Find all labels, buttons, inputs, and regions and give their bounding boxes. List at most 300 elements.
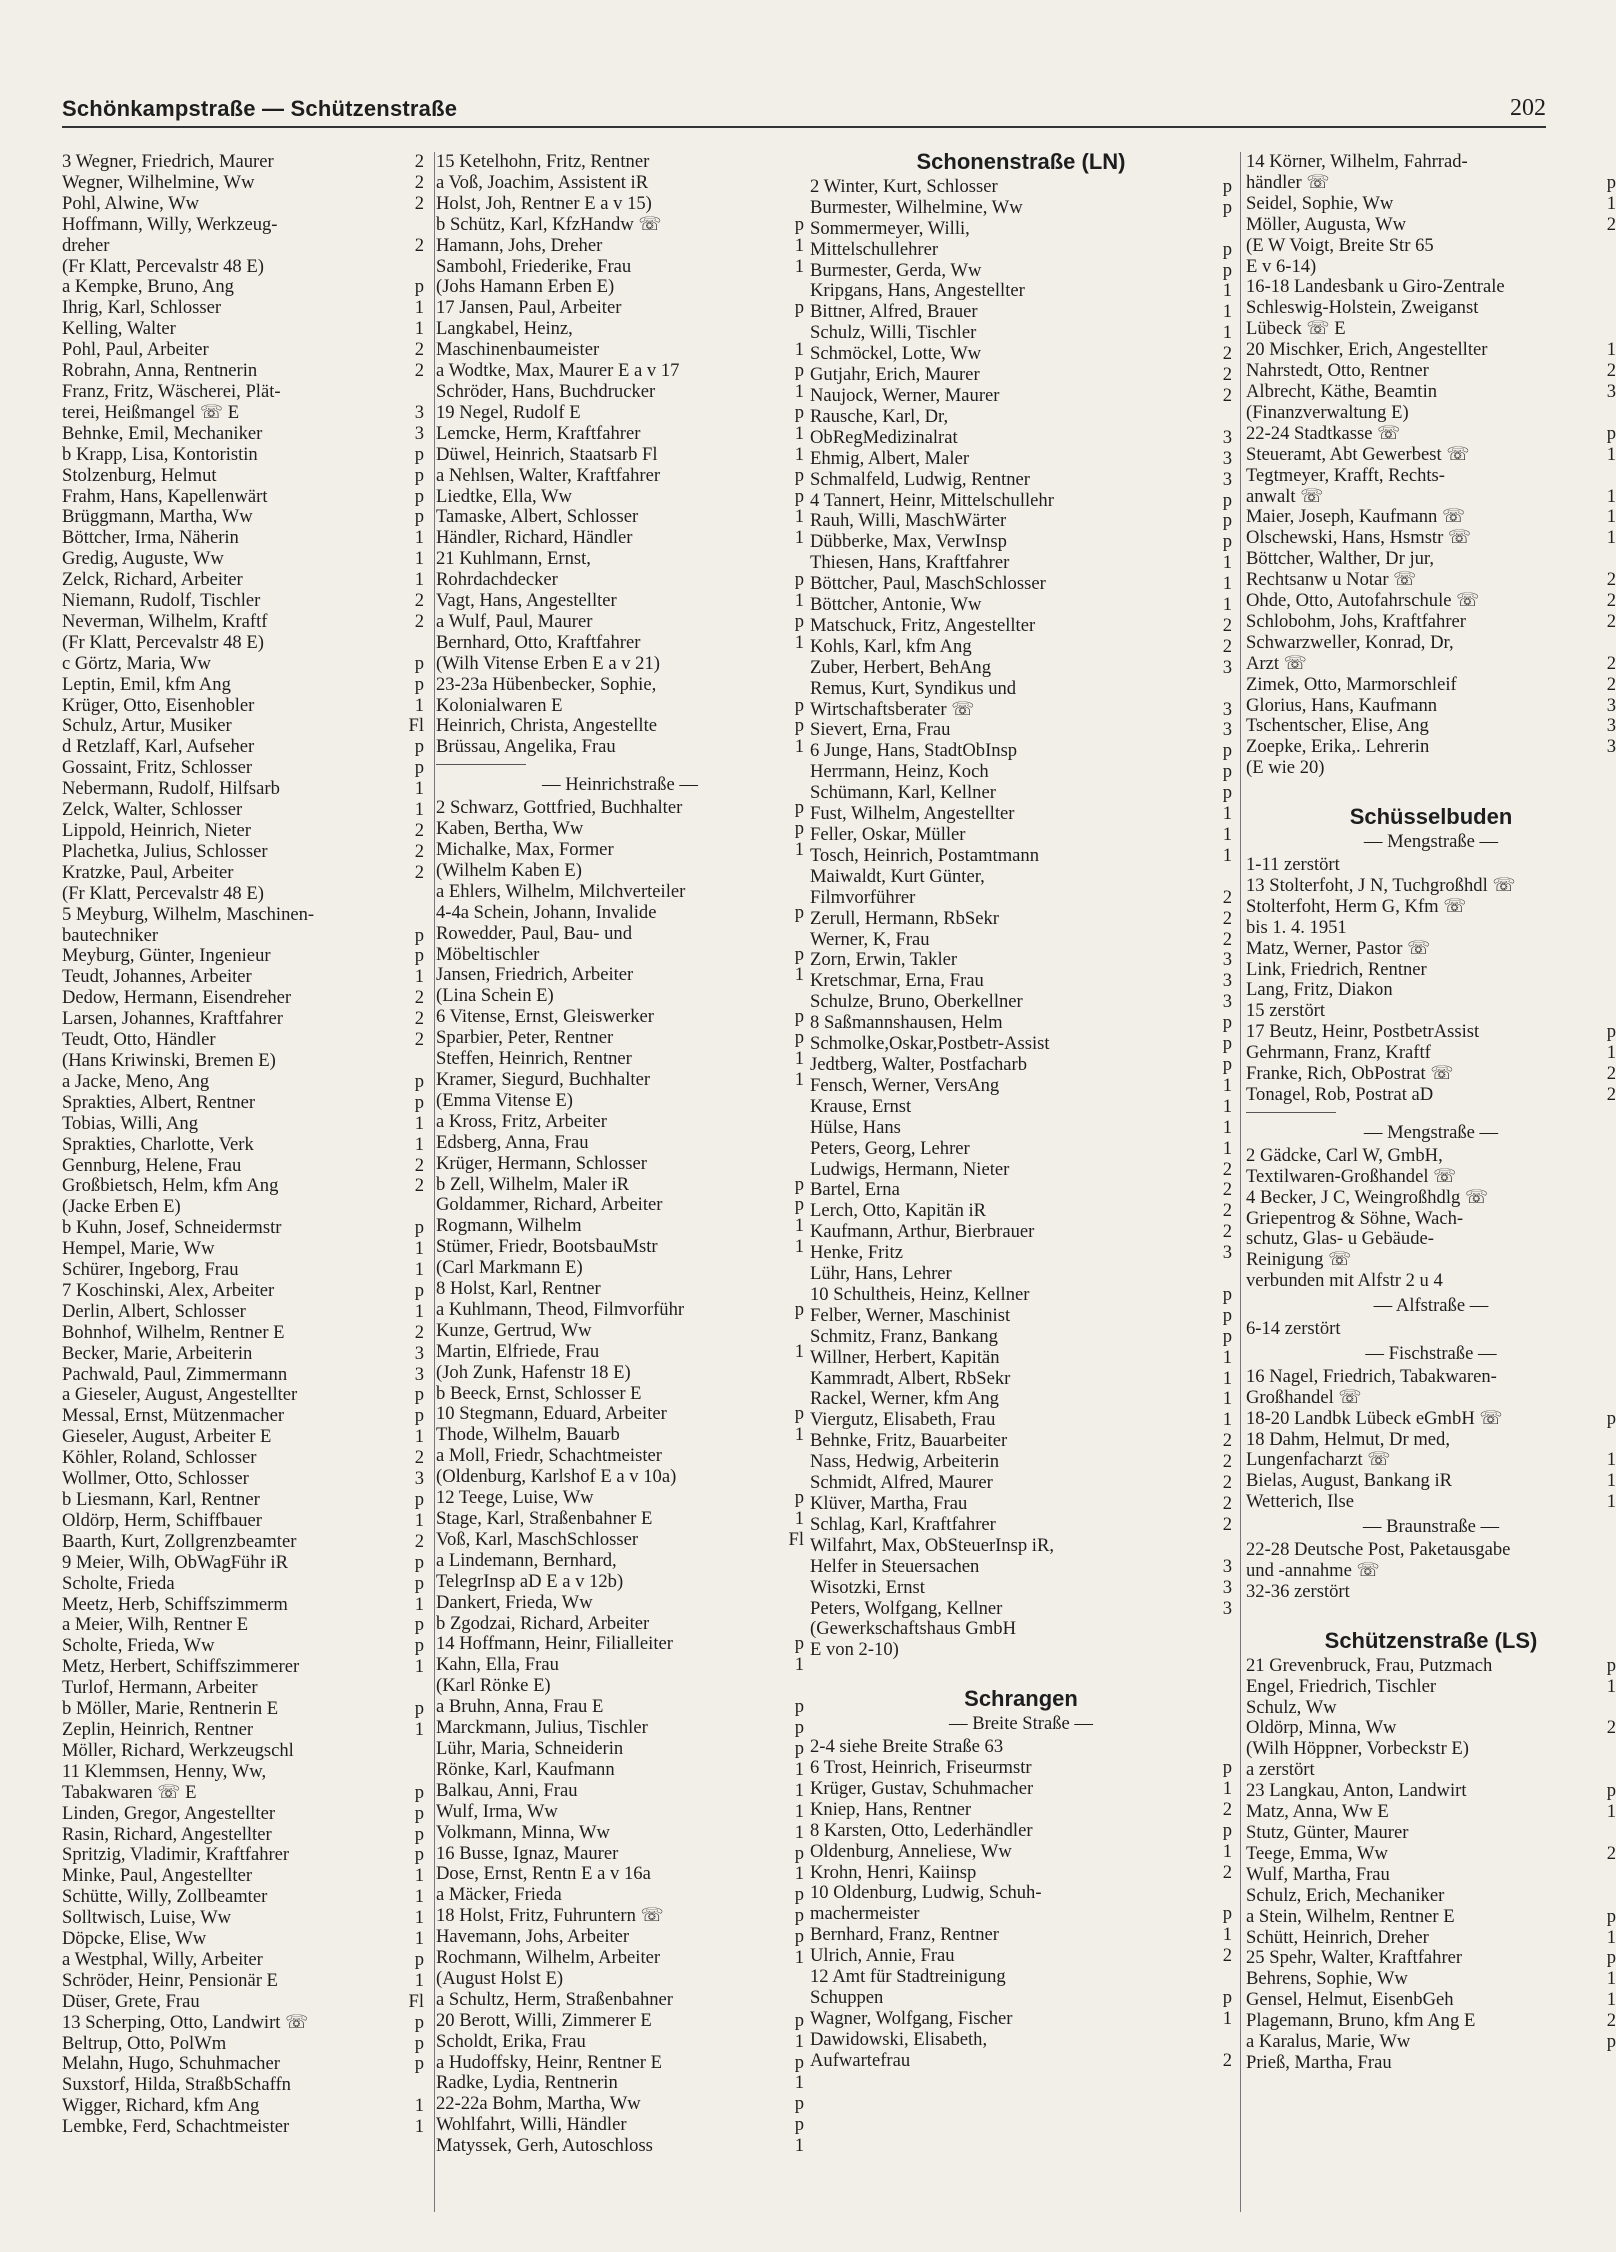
entry-text: Volkmann, Minna, Ww (436, 1821, 610, 1843)
entry-text: Wagner, Wolfgang, Fischer (810, 2007, 1013, 2029)
directory-entry (62, 1469, 424, 1490)
entry-floor: 2 (1222, 1451, 1232, 1473)
directory-entry (62, 2096, 424, 2117)
entry-floor: 2 (414, 1321, 424, 1343)
entry-text: Kniep, Hans, Rentner (810, 1798, 972, 1820)
entry-text: 4 Tannert, Heinr, Mittelschullehr (810, 489, 1054, 511)
entry-floor: p (794, 1298, 804, 1320)
directory-entry (62, 1009, 424, 1030)
entry-text: Prieß, Martha, Frau (1246, 2051, 1392, 2073)
entry-text: Böttcher, Walther, Dr jur, (1246, 548, 1435, 570)
directory-entry (810, 700, 1232, 721)
directory-entry (1246, 528, 1616, 549)
entry-text: (Carl Markmann E) (436, 1257, 583, 1279)
entry-text: Rauh, Willi, MaschWärter (810, 510, 1007, 532)
entry-text: Zerull, Hermann, RbSekr (810, 907, 999, 929)
entry-text: machermeister (810, 1903, 920, 1925)
entry-text: E v 6-14) (1246, 255, 1317, 277)
entry-text: Balkau, Anni, Frau (436, 1779, 578, 1801)
directory-entry (1246, 403, 1616, 424)
directory-entry (62, 946, 424, 967)
directory-entry (1246, 152, 1616, 173)
directory-entry (436, 1844, 804, 1865)
directory-entry (436, 1927, 804, 1948)
entry-floor (1598, 549, 1616, 570)
directory-entry (436, 528, 804, 549)
entry-text: Behnke, Emil, Mechaniker (62, 422, 263, 444)
entry-floor (786, 1112, 804, 1133)
directory-entry (62, 1072, 424, 1093)
entry-floor: p (414, 464, 424, 486)
directory-entry (1246, 1990, 1616, 2011)
entry-floor: 1 (1606, 1801, 1616, 1823)
entry-floor: p (414, 1070, 424, 1092)
entry-floor: 1 (794, 1424, 804, 1446)
entry-text: 5 Meyburg, Wilhelm, Maschinen- (62, 903, 315, 925)
directory-entry (436, 1425, 804, 1446)
entry-floor (1598, 257, 1616, 278)
directory-entry (810, 1431, 1232, 1452)
entry-floor (786, 1133, 804, 1154)
directory-entry (1246, 633, 1616, 654)
directory-entry (1246, 758, 1616, 779)
entry-floor (1598, 897, 1616, 918)
directory-entry (1246, 466, 1616, 487)
entry-floor (786, 1551, 804, 1572)
entry-floor (1598, 152, 1616, 173)
entry-floor: p (794, 2093, 804, 2115)
directory-entry (1246, 340, 1616, 361)
entry-floor (1598, 1698, 1616, 1719)
entry-text: Bittner, Alfred, Brauer (810, 301, 978, 323)
directory-entry (436, 2115, 804, 2136)
entry-floor: 1 (414, 1112, 424, 1134)
entry-floor (1598, 1561, 1616, 1582)
directory-entry (436, 1969, 804, 1990)
directory-entry (436, 298, 804, 319)
entry-floor: 3 (1606, 715, 1616, 737)
directory-entry (810, 741, 1232, 762)
directory-entry (62, 654, 424, 675)
entry-text: Möbeltischler (436, 943, 540, 965)
entry-text: Schröder, Hans, Buchdrucker (436, 380, 656, 402)
directory-entry (1246, 424, 1616, 445)
entry-floor: 1 (414, 1865, 424, 1887)
directory-entry (1246, 939, 1616, 960)
directory-entry (810, 344, 1232, 365)
directory-entry (62, 1825, 424, 1846)
entry-floor: 1 (794, 1800, 804, 1822)
entry-floor (1598, 1823, 1616, 1844)
entry-floor (786, 675, 804, 696)
directory-entry (810, 762, 1232, 783)
entry-floor: p (1222, 1903, 1232, 1925)
entry-floor: 1 (1222, 594, 1232, 616)
entry-text: Lungenfacharzt ☏ (1246, 1449, 1391, 1471)
entry-floor: 1 (1222, 573, 1232, 595)
entry-floor (786, 1258, 804, 1279)
entry-text: Tonagel, Rob, Postrat aD (1246, 1083, 1434, 1105)
directory-entry (810, 2051, 1232, 2072)
directory-entry (1246, 549, 1616, 570)
directory-entry (1246, 1760, 1616, 1781)
directory-entry (436, 2073, 804, 2094)
entry-text: Rochmann, Wilhelm, Arbeiter (436, 1947, 661, 1969)
entry-text: a Voß, Joachim, Assistent iR (436, 171, 649, 193)
entry-floor: 2 (1222, 1798, 1232, 1820)
entry-text: Jedtberg, Walter, Postfacharb (810, 1053, 1028, 1075)
directory-entry (810, 365, 1232, 386)
directory-entry (436, 903, 804, 924)
entry-text: Meyburg, Günter, Ingenieur (62, 945, 271, 967)
entry-floor: 1 (1606, 1926, 1616, 1948)
entry-floor: 2 (414, 840, 424, 862)
entry-text: dreher (62, 234, 110, 256)
entry-text: (Wilh Vitense Erben E a v 21) (436, 652, 660, 674)
entry-floor: 1 (1222, 1137, 1232, 1159)
directory-entry (1246, 1948, 1616, 1969)
entry-text: Schlag, Karl, Kraftfahrer (810, 1513, 996, 1535)
directory-entry (436, 152, 804, 173)
directory-entry (62, 361, 424, 382)
directory-entry (62, 779, 424, 800)
directory-entry (436, 1112, 804, 1133)
directory-entry (62, 2013, 424, 2034)
entry-text: Sparbier, Peter, Rentner (436, 1027, 614, 1049)
entry-text: Derlin, Albert, Schlosser (62, 1300, 246, 1322)
entry-text: Nass, Hedwig, Arbeiterin (810, 1451, 999, 1473)
entry-text: Albrecht, Käthe, Beamtin (1246, 380, 1438, 402)
directory-entry (810, 281, 1232, 302)
entry-floor: 1 (794, 422, 804, 444)
entry-floor: p (794, 1905, 804, 1927)
directory-entry (810, 261, 1232, 282)
entry-text: Kunze, Gertrud, Ww (436, 1319, 592, 1341)
directory-entry (436, 1488, 804, 1509)
entry-text: Schwarzweller, Konrad, Dr, (1246, 631, 1454, 653)
entry-text: Schmöckel, Lotte, Ww (810, 343, 982, 365)
entry-text: Peters, Georg, Lehrer (810, 1137, 970, 1159)
entry-floor: 1 (1606, 1042, 1616, 1064)
entry-floor: p (414, 2053, 424, 2075)
entry-floor: 2 (414, 360, 424, 382)
directory-entry (436, 716, 804, 737)
entry-floor: 2 (1222, 928, 1232, 950)
entry-floor: 1 (414, 1718, 424, 1740)
entry-floor: 2 (414, 1029, 424, 1051)
entry-floor: 1 (1222, 2007, 1232, 2029)
directory-entry (62, 1051, 424, 1072)
entry-floor: 1 (794, 527, 804, 549)
entry-text: 7 Koschinski, Alex, Arbeiter (62, 1279, 275, 1301)
directory-entry (1246, 487, 1616, 508)
directory-entry (810, 1055, 1232, 1076)
entry-text: 8 Saßmannshausen, Helm (810, 1012, 1003, 1034)
directory-entry (810, 1904, 1232, 1925)
entry-text: Viergutz, Elisabeth, Frau (810, 1409, 996, 1431)
entry-text: Rowedder, Paul, Bau- und (436, 922, 633, 944)
entry-text: Peters, Wolfgang, Kellner (810, 1597, 1003, 1619)
directory-entry (62, 424, 424, 445)
directory-entry (810, 2030, 1232, 2051)
entry-floor (786, 1384, 804, 1405)
entry-floor: 2 (1606, 2010, 1616, 2032)
entry-text: Stolterfoht, Herm G, Kfm ☏ (1246, 895, 1467, 917)
entry-floor: 3 (1222, 1597, 1232, 1619)
entry-text: Möller, Richard, Werkzeugschl (62, 1739, 294, 1761)
entry-floor: 3 (1222, 949, 1232, 971)
entry-floor: 2 (1222, 907, 1232, 929)
entry-floor (1598, 633, 1616, 654)
entry-text: Krause, Ernst (810, 1095, 912, 1117)
directory-entry (810, 1473, 1232, 1494)
directory-entry (436, 1216, 804, 1237)
entry-floor: 1 (1222, 1409, 1232, 1431)
entry-floor: p (414, 1551, 424, 1573)
entry-floor: p (794, 1633, 804, 1655)
entry-floor: 1 (1222, 824, 1232, 845)
entry-floor (1214, 219, 1232, 240)
entry-floor: 1 (794, 1654, 804, 1676)
entry-text: Metz, Herbert, Schiffszimmerer (62, 1656, 300, 1678)
entry-text: a Kross, Fritz, Arbeiter (436, 1110, 607, 1132)
directory-entry (1246, 215, 1616, 236)
directory-entry (436, 340, 804, 361)
entry-text: Herrmann, Heinz, Koch (810, 761, 989, 783)
entry-floor: 1 (414, 1133, 424, 1155)
entry-floor (1598, 1229, 1616, 1250)
entry-floor (1598, 236, 1616, 257)
directory-entry (1246, 1271, 1616, 1292)
entry-floor: 3 (1606, 736, 1616, 758)
entry-text: Kolonialwaren E (436, 694, 563, 716)
directory-entry (436, 1091, 804, 1112)
entry-floor: p (414, 443, 424, 465)
entry-floor (786, 1614, 804, 1635)
entry-floor: 1 (1222, 1074, 1232, 1096)
entry-floor: p (1222, 1325, 1232, 1347)
directory-entry (436, 675, 804, 696)
directory-entry (436, 277, 804, 298)
entry-floor: p (794, 1487, 804, 1509)
entry-text: Tegtmeyer, Krafft, Rechts- (1246, 464, 1445, 486)
directory-entry (810, 1737, 1232, 1758)
entry-text: 20 Mischker, Erich, Angestellter (1246, 339, 1488, 361)
entry-text: 8 Karsten, Otto, Lederhändler (810, 1819, 1033, 1841)
directory-entry (62, 1720, 424, 1741)
entry-text: 10 Stegmann, Eduard, Arbeiter (436, 1403, 667, 1425)
entry-floor (1598, 298, 1616, 319)
entry-text: Franke, Rich, ObPostrat ☏ (1246, 1063, 1454, 1085)
entry-floor: p (794, 213, 804, 235)
entry-text: 8 Holst, Karl, Rentner (436, 1278, 601, 1300)
entry-text: Ludwigs, Hermann, Nieter (810, 1158, 1010, 1180)
entry-floor (1214, 2030, 1232, 2051)
directory-entry (810, 407, 1232, 428)
entry-floor (786, 1593, 804, 1614)
entry-floor (786, 1446, 804, 1467)
directory-entry (436, 1404, 804, 1425)
directory-entry (436, 1049, 804, 1070)
directory-entry (1246, 1001, 1616, 1022)
directory-entry (1246, 1085, 1616, 1106)
directory-entry (436, 257, 804, 278)
directory-entry (436, 570, 804, 591)
directory-entry (810, 888, 1232, 909)
directory-entry (810, 825, 1232, 846)
directory-entry (1246, 570, 1616, 591)
directory-entry (810, 1452, 1232, 1473)
entry-floor: 1 (1606, 485, 1616, 507)
entry-text: (Johs Hamann Erben E) (436, 276, 615, 298)
entry-floor: p (1222, 1053, 1232, 1075)
entry-text: Rohrdachdecker (436, 569, 558, 591)
entry-text: Meetz, Herb, Schiffszimmerm (62, 1593, 288, 1615)
entry-floor: p (794, 2114, 804, 2136)
entry-text: Spritzig, Vladimir, Kraftfahrer (62, 1844, 290, 1866)
entry-floor: p (1606, 1654, 1616, 1676)
directory-entry (436, 1300, 804, 1321)
entry-floor (1214, 1967, 1232, 1988)
entry-floor: 1 (414, 2116, 424, 2138)
entry-floor: 3 (414, 1342, 424, 1364)
directory-entry (1246, 298, 1616, 319)
entry-floor: 2 (1606, 1083, 1616, 1105)
entry-text: Rönke, Karl, Kaufmann (436, 1758, 615, 1780)
entry-text: Behnke, Fritz, Bauarbeiter (810, 1430, 1008, 1452)
entry-floor: 1 (1606, 527, 1616, 549)
entry-text: 2 Gädcke, Carl W, GmbH, (1246, 1144, 1443, 1166)
entry-text: Schürer, Ingeborg, Frau (62, 1259, 239, 1281)
entry-floor: 1 (794, 736, 804, 758)
column-1 (62, 152, 435, 2212)
entry-text: Böttcher, Antonie, Ww (810, 594, 982, 616)
directory-entry (436, 1070, 804, 1091)
entry-text: Tobias, Willi, Ang (62, 1112, 199, 1134)
entry-floor (1598, 2053, 1616, 2074)
entry-floor: 1 (794, 1779, 804, 1801)
entry-floor: p (794, 2009, 804, 2031)
directory-entry (810, 1410, 1232, 1431)
entry-text: (E W Voigt, Breite Str 65 (1246, 234, 1434, 256)
entry-floor (1598, 918, 1616, 939)
directory-entry (436, 1195, 804, 1216)
entry-floor (786, 986, 804, 1007)
entry-text: Schulz, Artur, Musiker (62, 715, 232, 737)
entry-text: Rackel, Werner, kfm Ang (810, 1388, 999, 1410)
entry-text: Burmester, Wilhelmine, Ww (810, 196, 1023, 218)
entry-text: a Schultz, Herm, Straßenbahner (436, 1988, 673, 2010)
directory-entry (810, 470, 1232, 491)
entry-floor: 1 (1222, 1095, 1232, 1117)
entry-floor: 2 (414, 610, 424, 632)
directory-entry (62, 1866, 424, 1887)
entry-floor: p (794, 1842, 804, 1864)
entry-text: Bohnhof, Wilhelm, Rentner E (62, 1321, 285, 1343)
entry-floor: p (1222, 1756, 1232, 1778)
directory-entry (436, 1718, 804, 1739)
entry-floor (406, 382, 424, 403)
section-heading: Schrangen (964, 1686, 1078, 1712)
directory-entry (810, 616, 1232, 637)
entry-text: Mittelschullehrer (810, 238, 939, 260)
entry-text: 19 Negel, Rudolf E (436, 401, 581, 423)
entry-floor (1214, 1619, 1232, 1640)
directory-entry (810, 1536, 1232, 1557)
street-subheading: — Fischstraße — (1365, 1342, 1497, 1364)
entry-text: 16-18 Landesbank u Giro-Zentrale (1246, 276, 1505, 298)
directory-entry (62, 926, 424, 947)
entry-text: b Möller, Marie, Rentnerin E (62, 1698, 279, 1720)
directory-entry (810, 491, 1232, 512)
entry-text: Robrahn, Anna, Rentnerin (62, 360, 258, 382)
entry-floor (1214, 1536, 1232, 1557)
entry-floor (786, 319, 804, 340)
entry-text: Plagemann, Bruno, kfm Ang E (1246, 2010, 1476, 2032)
entry-text: (Lina Schein E) (436, 985, 554, 1007)
entry-floor (406, 1762, 424, 1783)
entry-floor: p (414, 1844, 424, 1866)
directory-entry (1246, 1167, 1616, 1188)
entry-text: E von 2-10) (810, 1639, 899, 1661)
directory-entry (62, 382, 424, 403)
entry-text: Solltwisch, Luise, Ww (62, 1907, 232, 1929)
entry-text: Sievert, Erna, Frau (810, 719, 951, 741)
entry-floor: p (414, 2011, 424, 2033)
entry-floor: 1 (414, 1969, 424, 1991)
entry-floor (406, 257, 424, 278)
directory-entry (810, 1883, 1232, 1904)
entry-floor: p (794, 694, 804, 716)
entry-floor: 3 (1222, 1555, 1232, 1577)
entry-text: 20 Berott, Willi, Zimmerer E (436, 2009, 652, 2031)
directory-entry (1246, 1698, 1616, 1719)
entry-text: Turlof, Hermann, Arbeiter (62, 1677, 258, 1699)
entry-floor: 1 (414, 1259, 424, 1281)
entry-floor: 1 (1606, 1675, 1616, 1697)
entry-floor (1598, 1209, 1616, 1230)
directory-entry (1246, 1677, 1616, 1698)
directory-entry (62, 1741, 424, 1762)
entry-text: Bartel, Erna (810, 1179, 900, 1201)
directory-entry (810, 1076, 1232, 1097)
entry-text: Wigger, Richard, kfm Ang (62, 2095, 260, 2117)
entry-text: Scholdt, Erika, Frau (436, 2030, 586, 2052)
entry-floor: 1 (414, 1656, 424, 1678)
entry-text: Zorn, Erwin, Takler (810, 949, 958, 971)
directory-entry (62, 2034, 424, 2055)
entry-floor: 1 (794, 380, 804, 402)
entry-floor: 2 (1222, 635, 1232, 657)
entry-text: 22-22a Bohm, Martha, Ww (436, 2093, 641, 2115)
entry-floor: p (794, 360, 804, 382)
entry-floor: 1 (794, 964, 804, 986)
directory-entry (436, 1028, 804, 1049)
entry-floor: p (794, 1696, 804, 1718)
directory-entry (436, 173, 804, 194)
entry-text: a Lindemann, Bernhard, (436, 1549, 617, 1571)
entry-floor: 1 (794, 839, 804, 860)
page-number: 202 (1510, 95, 1546, 121)
directory-entry (436, 549, 804, 570)
directory-entry (436, 1363, 804, 1384)
directory-entry (436, 2032, 804, 2053)
directory-entry (62, 842, 424, 863)
entry-floor: 3 (414, 1468, 424, 1490)
entry-text: Behrens, Sophie, Ww (1246, 1968, 1408, 1990)
directory-entry (62, 173, 424, 194)
entry-floor (786, 924, 804, 945)
